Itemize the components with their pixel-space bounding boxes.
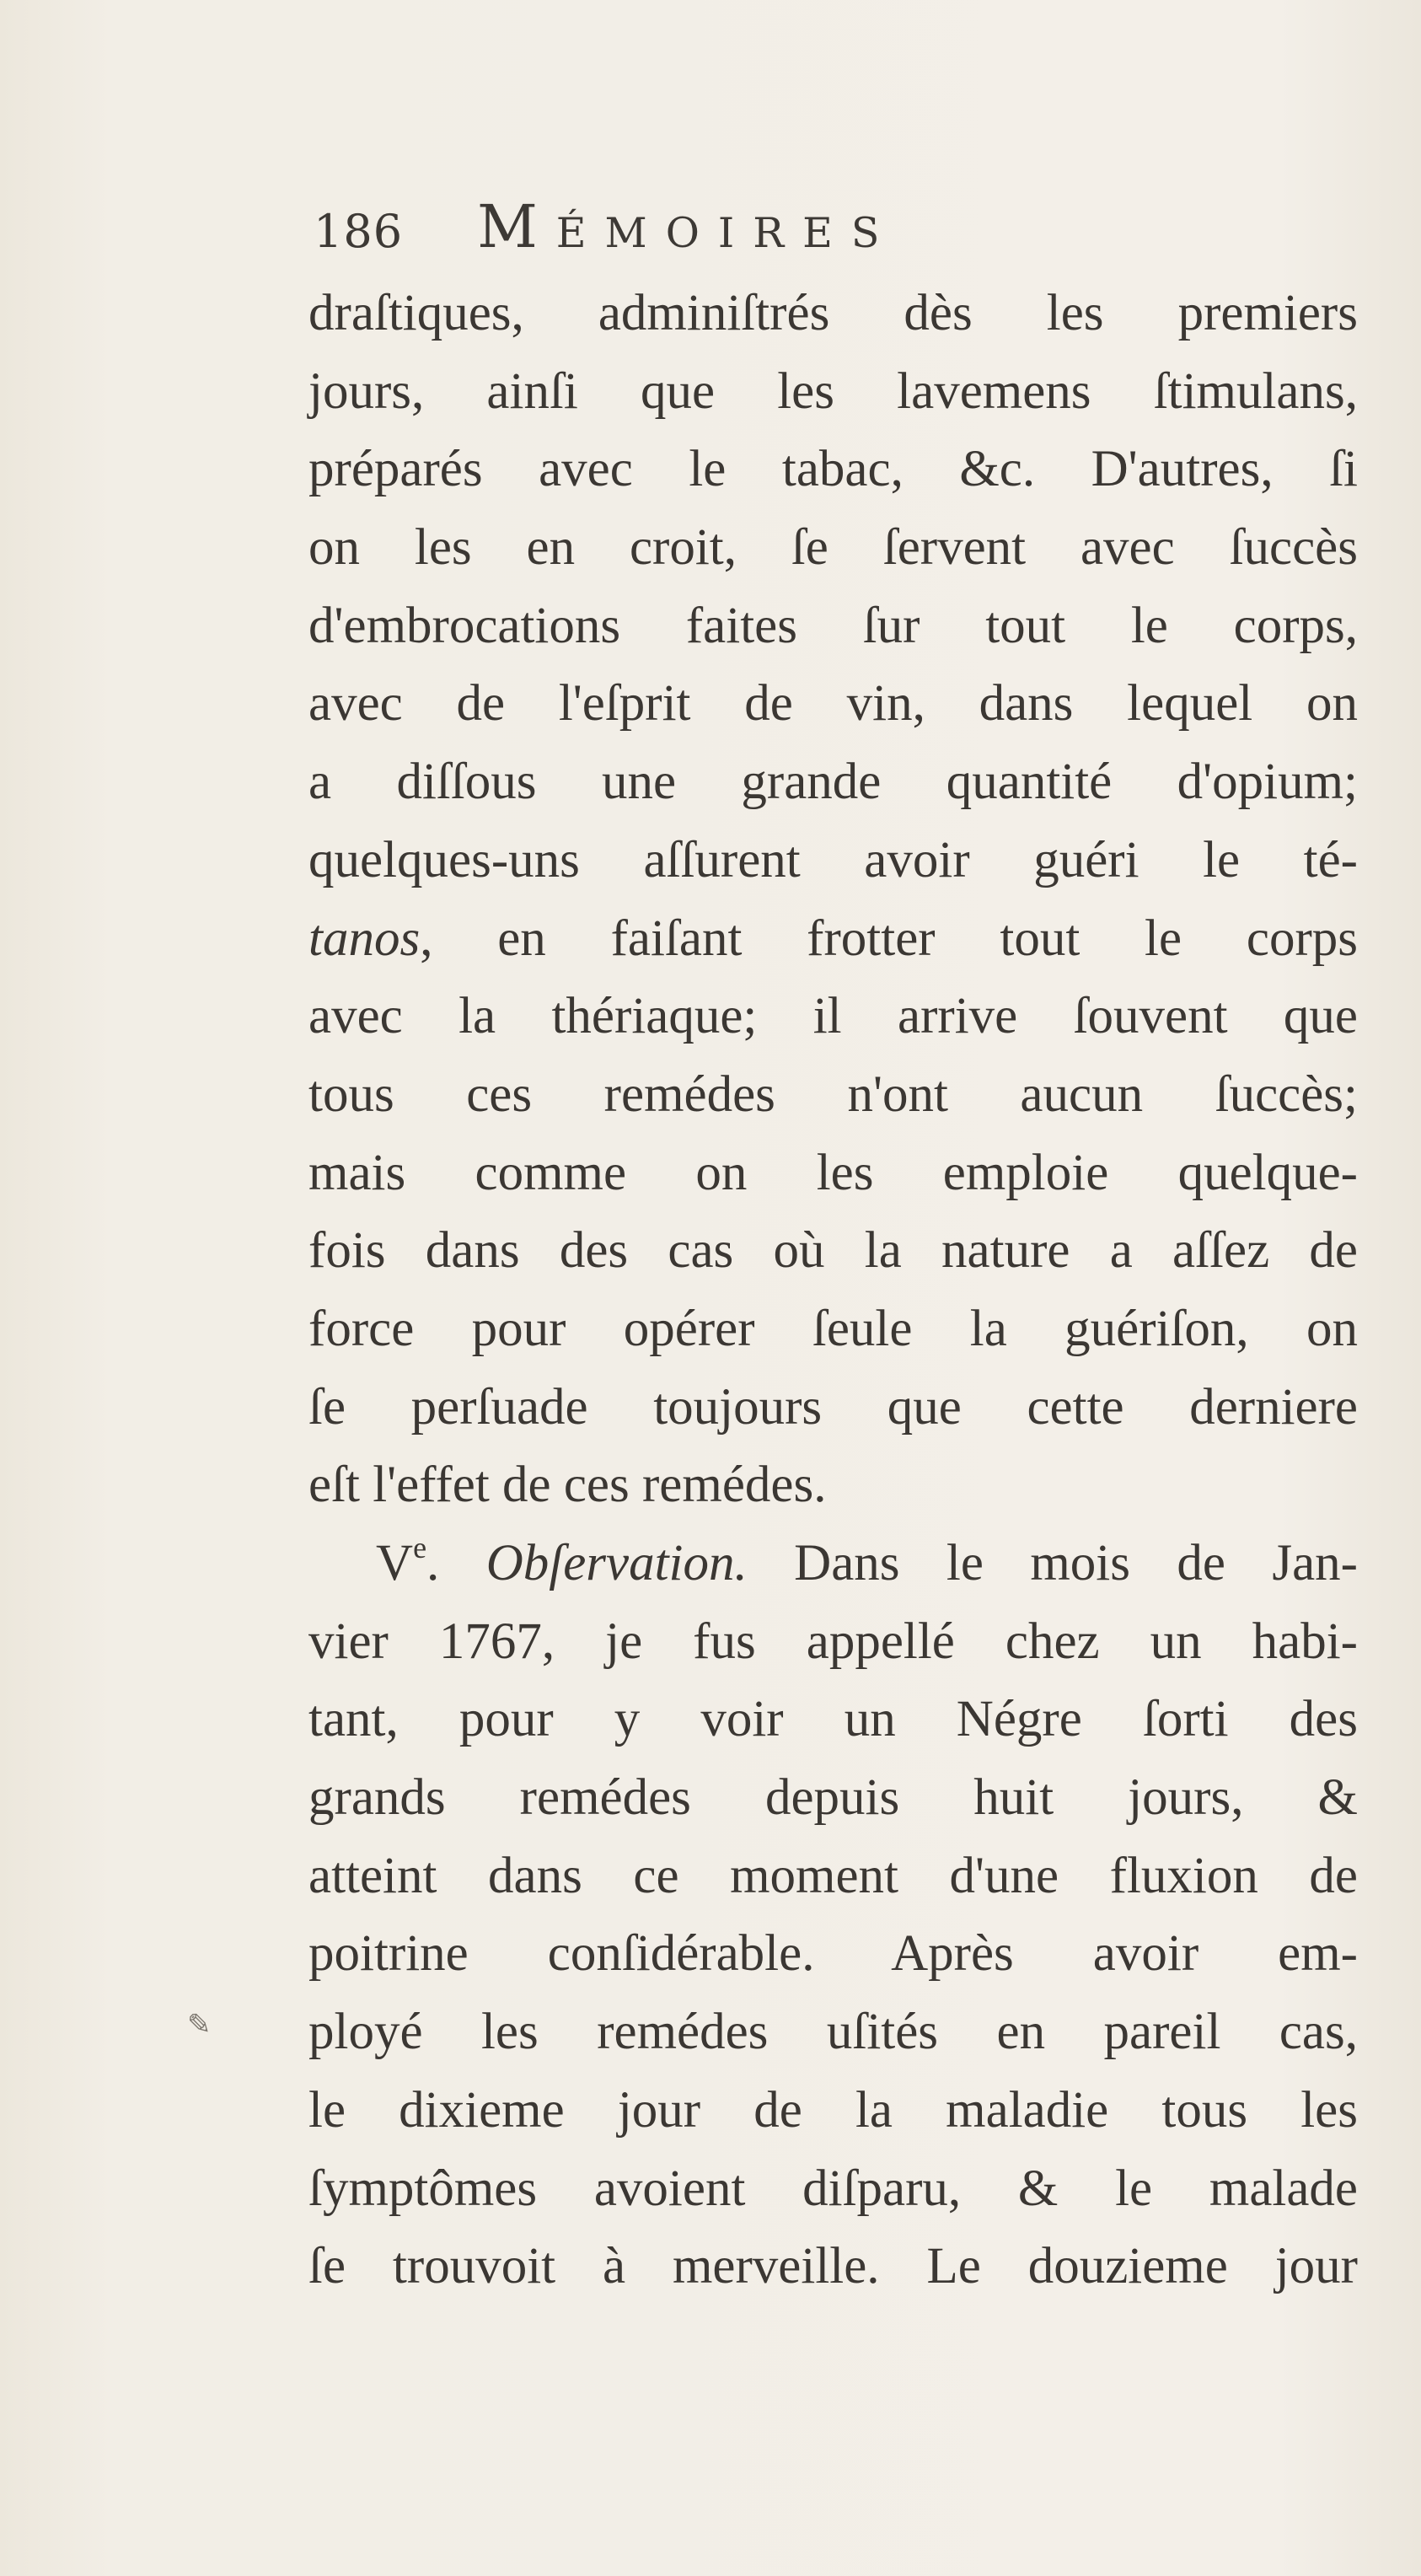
italic-word: tanos <box>308 910 421 967</box>
observation-heading: Obſervation. <box>485 1535 748 1591</box>
running-title: Mémoires <box>477 192 898 261</box>
text-line: jours, ainſi que les lavemens ſtimulans, <box>308 362 1358 420</box>
text-line: d'embrocations faites ſur tout le corps, <box>308 597 1358 654</box>
text-line: tant, pour y voir un Négre ſorti des <box>308 1691 1358 1748</box>
text-line: avec de l'eſprit de vin, dans lequel on <box>308 675 1358 733</box>
page-header <box>314 192 898 261</box>
paper-speck: ✎ <box>187 2008 212 2042</box>
text-segment: , en faiſant frotter tout le corps <box>420 910 1358 967</box>
text-line: avec la thériaque; il arrive ſouvent que <box>308 988 1358 1045</box>
text-line: draſtiques, adminiſtrés dès les premiers <box>308 285 1358 341</box>
text-line: eſt l'effet de ces remédes. <box>308 1457 827 1514</box>
text-line: ſymptômes avoient diſparu, & le malade <box>308 2160 1358 2217</box>
text-line: vier 1767, je fus appellé chez un habi- <box>308 1613 1358 1670</box>
observation-heading-line: Ve. Obſervation. Dans le mois de Jan- <box>376 1531 1358 1591</box>
text-line: ſe trouvoit à merveille. Le douzieme jour <box>308 2238 1358 2295</box>
text-line: atteint dans ce moment d'une fluxion de <box>308 1847 1358 1904</box>
text-line: poitrine conſidérable. Après avoir em- <box>308 1925 1358 1983</box>
page-number: 186 <box>314 205 404 258</box>
observation-numeral: V <box>376 1535 414 1591</box>
text-line: ſe perſuade toujours que cette derniere <box>308 1378 1358 1436</box>
text-line: tous ces remédes n'ont aucun ſuccès; <box>308 1065 1358 1123</box>
text-line: le dixieme jour de la maladie tous les <box>308 2081 1358 2139</box>
page-body <box>308 275 1358 2306</box>
text-line: mais comme on les emploie quelque- <box>308 1144 1358 1201</box>
text-line: préparés avec le tabac, &c. D'autres, ſi <box>308 441 1358 498</box>
text-line: fois dans des cas où la nature a aſſez de <box>308 1222 1358 1280</box>
text-line <box>308 900 1358 979</box>
observation-numeral-superscript: e <box>413 1531 427 1564</box>
text-line: force pour opérer ſeule la guériſon, on <box>308 1300 1358 1357</box>
text-line: a diſſous une grande quantité d'opium; <box>308 754 1358 811</box>
text-line: ployé les remédes uſités en pareil cas, <box>308 2004 1358 2061</box>
text-line: quelques-uns aſſurent avoir guéri le té- <box>308 831 1358 888</box>
text-line: on les en croit, ſe ſervent avec ſuccès <box>308 519 1358 577</box>
text-line: grands remédes depuis huit jours, & <box>308 1769 1358 1827</box>
text-segment: Dans le mois de Jan- <box>794 1535 1358 1591</box>
